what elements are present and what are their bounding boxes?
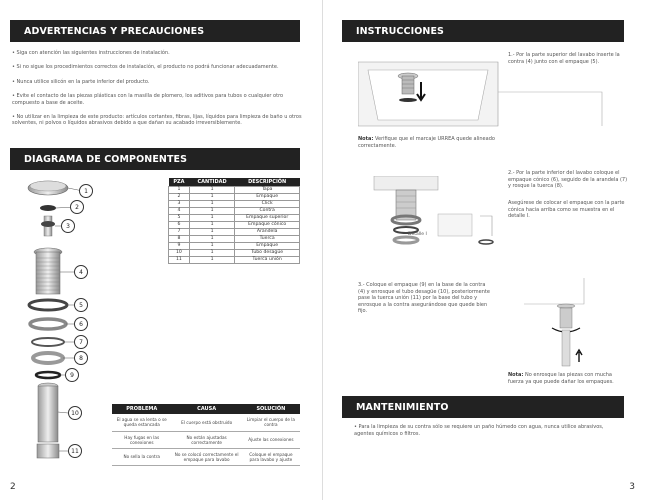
callout-6: 6 (74, 317, 88, 331)
step2-illustration (358, 176, 518, 250)
cell: Empaque superior (235, 215, 300, 222)
warning-item: • Si no sigue los procedimientos correctos de instalación, el producto no podrá funcionar adecuadamente. (12, 64, 279, 71)
table-row (169, 250, 300, 257)
cell: 1 (189, 215, 235, 222)
cell: 7 (169, 229, 190, 236)
table-row (169, 194, 300, 201)
left-page (0, 0, 323, 500)
cell: No se colocó correctamente el empaque para lavabo (171, 448, 241, 465)
cell: 9 (169, 243, 190, 250)
cell: 1 (189, 222, 235, 229)
note2-label: Nota: (508, 372, 524, 378)
step3-text: 3.- Coloque el empaque (9) en la base de la contra (4) y enrosque el tubo desagüe (10), posteriormente pase la tuerca unión (11) por la base del tubo y enrosque a la contra asegurándose que quede bien fijo. (358, 282, 490, 315)
page-number: 2 (10, 482, 16, 492)
callout-1: 1 (79, 184, 93, 198)
cell: 11 (169, 257, 190, 264)
upper-gasket-part (29, 300, 67, 310)
callout-7: 7 (74, 335, 88, 349)
table-row (112, 414, 300, 431)
cell: 1 (189, 229, 235, 236)
callout-5: 5 (74, 298, 88, 312)
step2-text: 2.- Por la parte inferior del lavabo coloque el empaque cónico (6), seguido de la arandela (7) y rosque la tuerca (8). (508, 170, 628, 190)
gasket2-part (36, 372, 60, 378)
table-row (169, 243, 300, 250)
union-nut-part (37, 444, 59, 458)
table-row (169, 236, 300, 243)
troubleshooting-table (112, 404, 300, 466)
cell: Tapa (235, 187, 300, 194)
cell: Hay fugas en las conexiones (112, 431, 171, 448)
cell: No sella la contra (112, 448, 171, 465)
cell: Empaque (235, 194, 300, 201)
cell: 1 (189, 243, 235, 250)
cell: 1 (189, 208, 235, 215)
warning-item: • No utilizar en la limpieza de este producto: artículos cortantes, fibras, lijas, líquidos para limpieza de baño u otros solventes, ni polvos o líquidos abrasivos debido a que dañan su acabado irreversiblemente. (12, 114, 302, 127)
problem-header: PROBLEMA (112, 404, 171, 414)
warnings-heading: ADVERTENCIAS Y PRECAUCIONES (10, 20, 300, 42)
callout-11: 11 (68, 444, 82, 458)
cell: 1 (169, 187, 190, 194)
callout-3: 3 (61, 219, 75, 233)
table-row (169, 187, 300, 194)
page-number: 3 (629, 482, 635, 492)
body-part (36, 252, 60, 294)
cell: 1 (189, 257, 235, 264)
cell: 8 (169, 236, 190, 243)
gasket-part (40, 205, 56, 211)
components-diagram (20, 172, 110, 472)
callout-9: 9 (65, 368, 79, 382)
callout-2: 2 (70, 200, 84, 214)
cell: 1 (189, 250, 235, 257)
up-arrow-icon (576, 350, 582, 362)
cell: Tuerca unión (235, 257, 300, 264)
cell: Limpiar el cuerpo de la contra (242, 414, 300, 431)
cell: Coloque el empaque para lavabo y ajuste (242, 448, 300, 465)
cell: 1 (189, 201, 235, 208)
solution-header: SOLUCIÓN (242, 404, 300, 414)
cell: No están ajustadas correctamente (171, 431, 241, 448)
step2b-text: Asegúrese de colocar el empaque con la parte cónica hacia arriba como se muestra en el detalle I. (508, 200, 625, 220)
components-header-cantidad: CANTIDAD (189, 178, 235, 187)
right-page (324, 0, 647, 500)
instructions-heading: INSTRUCCIONES (342, 20, 624, 42)
cell: 5 (169, 215, 190, 222)
cell: 4 (169, 208, 190, 215)
note1 (358, 136, 498, 149)
cell: 2 (169, 194, 190, 201)
cell: 6 (169, 222, 190, 229)
callout-8: 8 (74, 351, 88, 365)
components-table (168, 178, 300, 264)
note1-label: Nota: (358, 136, 374, 142)
components-header-descripcion: DESCRIPCIÓN (235, 178, 300, 187)
cell: 1 (189, 236, 235, 243)
drain-tube-part (38, 386, 58, 442)
cell: 1 (189, 187, 235, 194)
cell: Empaque (235, 243, 300, 250)
cell: 3 (169, 201, 190, 208)
warning-item: • Nunca utilice silicón en la parte inferior del producto. (12, 78, 150, 85)
callout-4: 4 (74, 265, 88, 279)
callout-10: 10 (68, 406, 82, 420)
table-row (169, 201, 300, 208)
cell: Tuerca (235, 236, 300, 243)
note2-text: No enrosque las piezas con mucha fuerza ya que puede dañar los empaques. (508, 372, 614, 385)
cell: Tubo desagüe (235, 250, 300, 257)
table-row (112, 448, 300, 465)
warning-item: • Evite el contacto de las piezas plásticas con la masilla de plomero, los aditivos para tubos o cualquier otro compuesto a base de aceite. (12, 93, 284, 106)
washer-part (32, 338, 64, 346)
cell: Arandela (235, 229, 300, 236)
nut-part (33, 353, 63, 363)
cell: Contra (235, 208, 300, 215)
step1-illustration (358, 56, 608, 130)
step3-illustration (524, 274, 624, 370)
note2 (508, 372, 628, 385)
cell: El cuerpo está obstruido (171, 414, 241, 431)
cell: El agua se va lenta o se queda estancada (112, 414, 171, 431)
table-row (169, 229, 300, 236)
warnings-list (12, 50, 308, 135)
cause-header: CAUSA (171, 404, 241, 414)
cell: 10 (169, 250, 190, 257)
table-row (169, 257, 300, 264)
cell: Ajuste las conexiones (242, 431, 300, 448)
diagram-heading: DIAGRAMA DE COMPONENTES (10, 148, 300, 170)
table-row (169, 222, 300, 229)
note1-text: Verifique que el marcaje URREA quede alineado correctamente. (358, 136, 495, 149)
table-row (169, 208, 300, 215)
maintenance-text: • Para la limpieza de su contra sólo se requiere un paño húmedo con agua, nunca utilice abrasivos, agentes químicos o filtros. (354, 424, 604, 437)
table-row (112, 431, 300, 448)
components-header-pza: PZA (169, 178, 190, 187)
cell: 1 (189, 194, 235, 201)
detail-label: Detalle I (408, 232, 427, 237)
warning-item: • Siga con atención las siguientes instrucciones de instalación. (12, 50, 170, 56)
maintenance-heading: MANTENIMIENTO (342, 396, 624, 418)
cell: Click (235, 201, 300, 208)
table-row (169, 215, 300, 222)
step1-text: 1.- Por la parte superior del lavabo inserte la contra (4) junto con el empaque (5). (508, 52, 620, 65)
conic-gasket-part (30, 319, 66, 329)
cell: Empaque cónico (235, 222, 300, 229)
